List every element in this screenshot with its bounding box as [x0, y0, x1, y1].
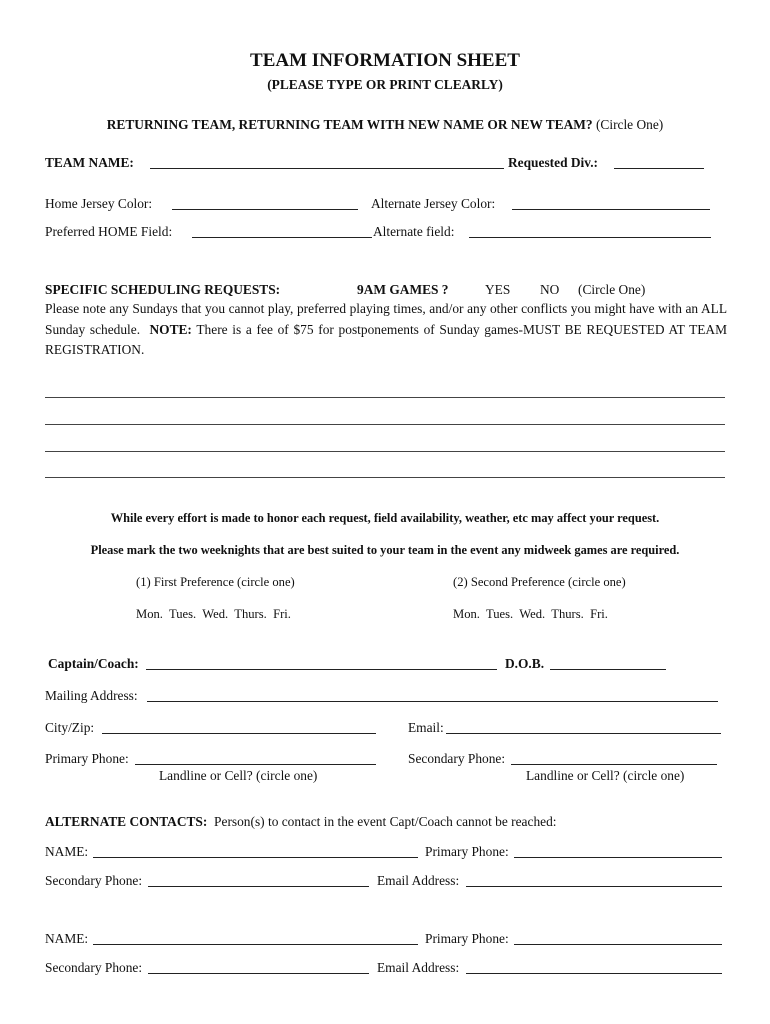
- landline-note-primary: Landline or Cell? (circle one): [159, 768, 318, 783]
- landline-note-secondary: Landline or Cell? (circle one): [526, 768, 685, 783]
- home-jersey-field[interactable]: [172, 209, 358, 210]
- alt-field-label: Alternate field:: [373, 224, 455, 239]
- note-label: NOTE:: [149, 321, 192, 337]
- alt2-secondary-phone-label: Secondary Phone:: [45, 960, 143, 975]
- alt1-secondary-phone-field[interactable]: [148, 886, 369, 887]
- primary-phone-field[interactable]: [135, 764, 376, 765]
- scheduling-text-1: Please note any Sundays that you cannot play, preferred playing times, and/or any other conflicts you might have with an ALL Sunday schedule.: [45, 301, 727, 337]
- alt2-email-field[interactable]: [466, 973, 722, 974]
- request-line-4[interactable]: [45, 477, 725, 478]
- effort-notice: While every effort is made to honor each request, field availability, weather, etc may affect your request.: [110, 511, 660, 525]
- returning-team-options: RETURNING TEAM, RETURNING TEAM WITH NEW NAME OR NEW TEAM?: [106, 117, 593, 132]
- pref-home-field-input[interactable]: [192, 237, 372, 238]
- returning-team-question: [0, 117, 770, 133]
- requested-div-field[interactable]: [614, 168, 704, 169]
- alt-jersey-field[interactable]: [512, 209, 710, 210]
- dob-field[interactable]: [550, 669, 666, 670]
- alt1-name-field[interactable]: [93, 857, 418, 858]
- alt1-secondary-phone-label: Secondary Phone:: [45, 873, 143, 888]
- alt-field-input[interactable]: [469, 237, 711, 238]
- captain-field[interactable]: [146, 669, 497, 670]
- scheduling-paragraph: [45, 299, 727, 361]
- alt1-name-label: NAME:: [45, 844, 89, 859]
- no-option[interactable]: NO: [540, 282, 560, 297]
- secondary-phone-field[interactable]: [511, 764, 717, 765]
- alt-jersey-label: Alternate Jersey Color:: [371, 196, 496, 211]
- alt2-secondary-phone-field[interactable]: [148, 973, 369, 974]
- second-pref-days[interactable]: Mon. Tues. Wed. Thurs. Fri.: [453, 607, 608, 621]
- alternate-contacts-line: [45, 814, 557, 830]
- scheduling-text-2: There is a fee of $75 for postponements of Sunday games-MUST BE REQUESTED AT TEAM REGISTRATION.: [45, 321, 728, 357]
- email-field[interactable]: [446, 733, 721, 734]
- yes-option[interactable]: YES: [485, 282, 511, 297]
- pref-home-field-label: Preferred HOME Field:: [45, 224, 173, 239]
- alt2-name-field[interactable]: [93, 944, 418, 945]
- alt2-name-label: NAME:: [45, 931, 89, 946]
- alternate-description: Person(s) to contact in the event Capt/Coach cannot be reached:: [214, 814, 557, 829]
- circle-one-note: (Circle One): [595, 117, 664, 132]
- request-line-1[interactable]: [45, 397, 725, 398]
- alt2-primary-phone-label: Primary Phone:: [425, 931, 509, 946]
- secondary-phone-label: Secondary Phone:: [408, 751, 506, 766]
- team-name-field[interactable]: [150, 168, 504, 169]
- alt1-email-label: Email Address:: [377, 873, 460, 888]
- weeknights-notice: Please mark the two weeknights that are best suited to your team in the event any midweek games are required.: [90, 543, 680, 557]
- home-jersey-label: Home Jersey Color:: [45, 196, 153, 211]
- email-label: Email:: [408, 720, 444, 735]
- first-pref-label: (1) First Preference (circle one): [136, 575, 295, 589]
- mailing-label: Mailing Address:: [45, 688, 138, 703]
- first-pref-days[interactable]: Mon. Tues. Wed. Thurs. Fri.: [136, 607, 291, 621]
- mailing-field[interactable]: [147, 701, 718, 702]
- request-line-2[interactable]: [45, 424, 725, 425]
- page-subtitle: (PLEASE TYPE OR PRINT CLEARLY): [267, 77, 503, 92]
- scheduling-heading: SPECIFIC SCHEDULING REQUESTS:: [45, 282, 281, 297]
- page-title: TEAM INFORMATION SHEET: [250, 50, 520, 71]
- nine-am-label: 9AM GAMES ?: [357, 282, 449, 297]
- dob-label: D.O.B.: [505, 656, 545, 671]
- alt2-primary-phone-field[interactable]: [514, 944, 722, 945]
- alt1-primary-phone-label: Primary Phone:: [425, 844, 509, 859]
- captain-label: Captain/Coach:: [48, 656, 139, 671]
- alt2-email-label: Email Address:: [377, 960, 460, 975]
- request-line-3[interactable]: [45, 451, 725, 452]
- city-zip-field[interactable]: [102, 733, 376, 734]
- second-pref-label: (2) Second Preference (circle one): [453, 575, 626, 589]
- circle-one-note: (Circle One): [578, 282, 646, 297]
- alt1-email-field[interactable]: [466, 886, 722, 887]
- alternate-heading: ALTERNATE CONTACTS:: [45, 814, 208, 829]
- city-zip-label: City/Zip:: [45, 720, 95, 735]
- primary-phone-label: Primary Phone:: [45, 751, 129, 766]
- alt1-primary-phone-field[interactable]: [514, 857, 722, 858]
- requested-div-label: Requested Div.:: [508, 155, 599, 170]
- team-name-label: TEAM NAME:: [45, 155, 134, 170]
